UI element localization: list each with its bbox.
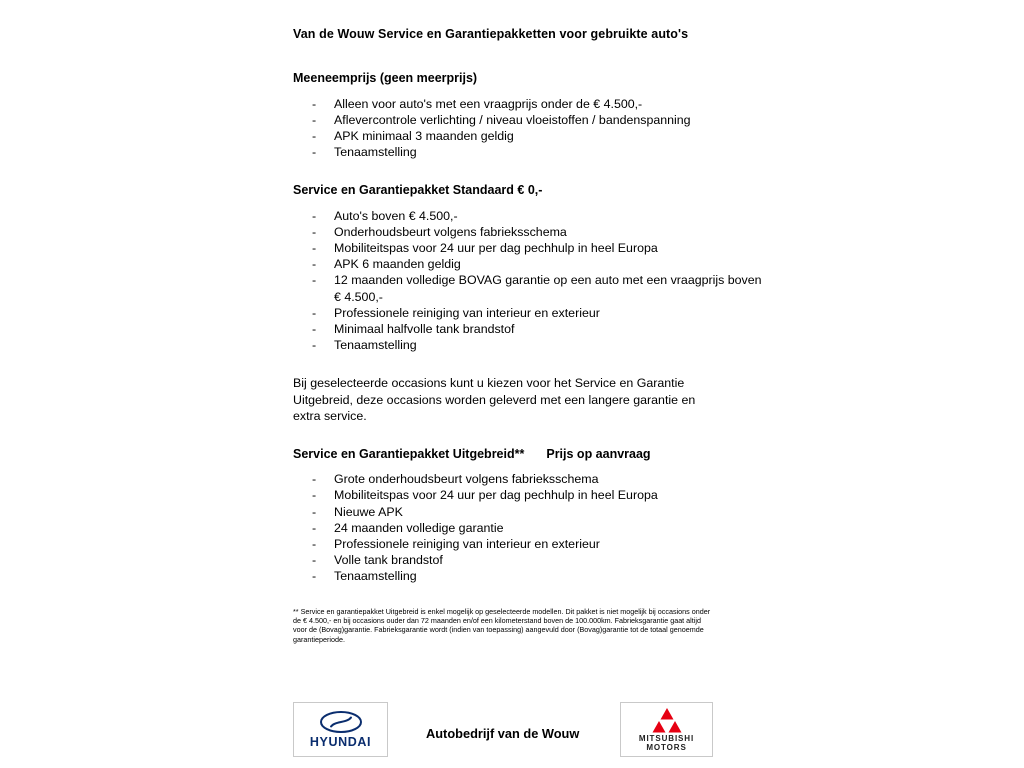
section-heading-uitgebreid bbox=[293, 446, 943, 462]
hyundai-logo-box bbox=[293, 702, 388, 757]
intermediate-paragraph: Bij geselecteerde occasions kunt u kiezen voor het Service en Garantie Uitgebreid, deze occasions worden geleverd met een langere garantie en extra service. bbox=[293, 376, 696, 423]
list-item: - Aflevercontrole verlichting / niveau vloeistoffen / bandenspanning bbox=[310, 112, 764, 128]
section-heading-uitgebreid-text: Service en Garantiepakket Uitgebreid** bbox=[293, 447, 525, 461]
mitsubishi-logo-box bbox=[620, 702, 713, 757]
hyundai-wordmark: HYUNDAI bbox=[309, 734, 372, 749]
list-item: - Professionele reiniging van interieur en exterieur bbox=[310, 536, 764, 552]
list-item: - 24 maanden volledige garantie bbox=[310, 520, 764, 536]
mitsubishi-wordmark-line1: MITSUBISHI bbox=[638, 733, 695, 743]
mitsubishi-three-diamonds-icon bbox=[652, 707, 682, 733]
section-list-standaard bbox=[293, 208, 943, 354]
list-item: - Tenaamstelling bbox=[310, 568, 764, 584]
list-item: - Mobiliteitspas voor 24 uur per dag pechhulp in heel Europa bbox=[310, 487, 764, 503]
footnote-text: ** Service en garantiepakket Uitgebreid is enkel mogelijk op geselecteerde modellen. Dit pakket is niet mogelijk bij occasions onder de € 4.500,- en bij occasions ouder dan 72 maanden en/of een kilometerstand boven de 100.000km. Fabrieksgarantie gaat altijd voor de (Bovag)garantie. Fabrieksgarantie wordt (indien van toepassing) aangevuld door (Bovag)garantie tot de totaal genoemde garantieperiode. bbox=[293, 606, 711, 644]
list-item: - Onderhoudsbeurt volgens fabrieksschema bbox=[310, 224, 764, 240]
list-item: - Grote onderhoudsbeurt volgens fabrieksschema bbox=[310, 471, 764, 487]
list-item: - APK 6 maanden geldig bbox=[310, 256, 764, 272]
section-list-meeneemprijs bbox=[293, 96, 943, 161]
document-body bbox=[293, 26, 943, 644]
mitsubishi-wordmark-line2: MOTORS bbox=[646, 743, 687, 752]
list-item: - Alleen voor auto's met een vraagprijs onder de € 4.500,- bbox=[310, 96, 764, 112]
list-item: - Mobiliteitspas voor 24 uur per dag pechhulp in heel Europa bbox=[310, 240, 764, 256]
list-item: - Auto's boven € 4.500,- bbox=[310, 208, 764, 224]
footer-logos bbox=[293, 700, 723, 758]
price-on-request-label: Prijs op aanvraag bbox=[546, 447, 651, 461]
list-item: - Tenaamstelling bbox=[310, 337, 764, 353]
list-item: - Minimaal halfvolle tank brandstof bbox=[310, 321, 764, 337]
list-item: - Volle tank brandstof bbox=[310, 552, 764, 568]
section-heading-meeneemprijs: Meeneemprijs (geen meerprijs) bbox=[293, 71, 478, 86]
section-heading-standaard: Service en Garantiepakket Standaard € 0,- bbox=[293, 183, 543, 198]
hyundai-logo-icon bbox=[320, 711, 362, 733]
list-item: - Tenaamstelling bbox=[310, 144, 764, 160]
list-item: - Nieuwe APK bbox=[310, 504, 764, 520]
section-list-uitgebreid bbox=[293, 471, 943, 584]
list-item: - 12 maanden volledige BOVAG garantie op een auto met een vraagprijs boven € 4.500,- bbox=[310, 272, 764, 304]
list-item: - APK minimaal 3 maanden geldig bbox=[310, 128, 764, 144]
dealer-name: Autobedrijf van de Wouw bbox=[426, 726, 580, 741]
page-title: Van de Wouw Service en Garantiepakketten voor gebruikte auto's bbox=[293, 27, 689, 41]
list-item: - Professionele reiniging van interieur en exterieur bbox=[310, 305, 764, 321]
